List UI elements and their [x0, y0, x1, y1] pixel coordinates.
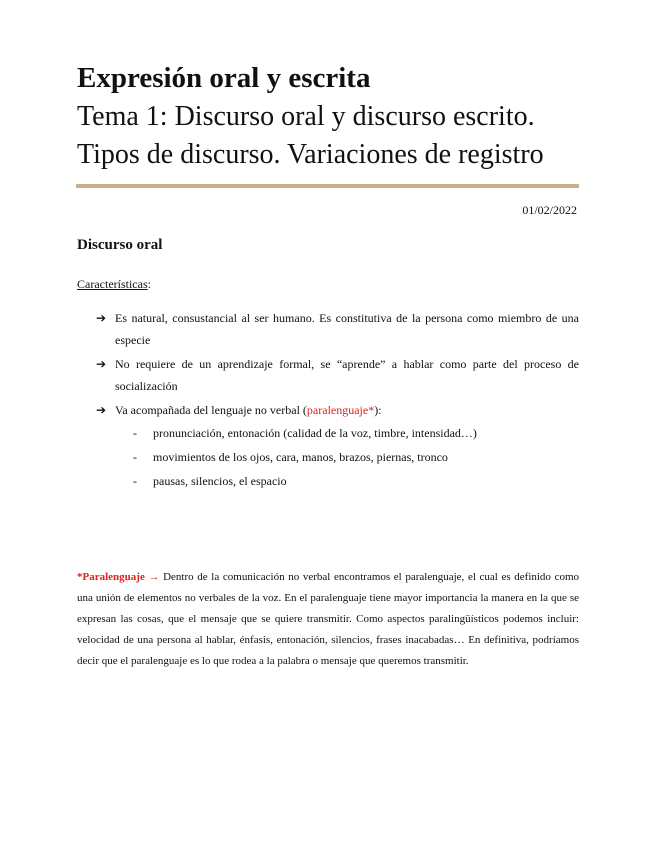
features-label-text: Características: [77, 277, 148, 291]
list-item: [96, 353, 579, 397]
features-list: [96, 307, 579, 495]
arrow-bullet-icon: ➔: [96, 403, 107, 417]
paralenguaje-note: [77, 567, 579, 672]
note-lead-term: *Paralenguaje: [77, 571, 145, 583]
sub-list-item: [115, 421, 579, 445]
features-label-colon: :: [147, 277, 151, 291]
sub-list-item-text: movimientos de los ojos, cara, manos, brazos, piernas, tronco: [153, 450, 448, 464]
list-item: [96, 307, 579, 351]
dash-bullet-icon: -: [133, 426, 137, 440]
note-arrow-icon: →: [148, 571, 160, 583]
features-label: [77, 276, 151, 292]
list-item-text-after: ):: [374, 403, 382, 417]
subtitle-line-1: Tema 1: Discurso oral y discurso escrito.: [77, 101, 535, 132]
document-date: 01/02/2022: [522, 203, 577, 217]
document-subtitle: [77, 98, 597, 174]
note-body: Dentro de la comunicación no verbal encontramos el paralenguaje, el cual es definido como una unión de elementos no verbales de la voz. En el paralenguaje tiene mayor importancia la manera en la que se expresan las cosas, que el mensaje que se quiere transmitir. Como aspectos paralingüísticos podemos incluir: velocidad de una persona al hablar, énfasis, entonación, silencios, frases inacabadas… En definitiva, podríamos decir que el paralenguaje es lo que rodea a la palabra o mensaje que queremos transmitir.: [77, 571, 580, 667]
subtitle-line-2: Tipos de discurso. Variaciones de registro: [77, 139, 544, 170]
sub-list-item: [115, 445, 579, 469]
list-item-text-before: Va acompañada del lenguaje no verbal (: [115, 403, 307, 417]
section-heading: Discurso oral: [77, 237, 163, 253]
arrow-bullet-icon: ➔: [96, 357, 107, 371]
arrow-bullet-icon: ➔: [96, 311, 107, 325]
list-item-text: Es natural, consustancial al ser humano. Es constitutiva de la persona como miembro de una especie: [115, 311, 579, 347]
list-item-text: No requiere de un aprendizaje formal, se “aprende” a hablar como parte del proceso de socialización: [115, 357, 579, 393]
document-title: Expresión oral y escrita: [77, 62, 371, 94]
title-divider: [76, 184, 579, 188]
sub-list-item-text: pronunciación, entonación (calidad de la voz, timbre, intensidad…): [153, 426, 477, 440]
dash-bullet-icon: -: [133, 474, 137, 488]
sub-list-item-text: pausas, silencios, el espacio: [153, 474, 287, 488]
paralenguaje-highlight: paralenguaje*: [306, 403, 375, 417]
sub-list: [115, 421, 579, 493]
sub-list-item: [115, 469, 579, 493]
dash-bullet-icon: -: [133, 450, 137, 464]
list-item: [96, 399, 579, 493]
